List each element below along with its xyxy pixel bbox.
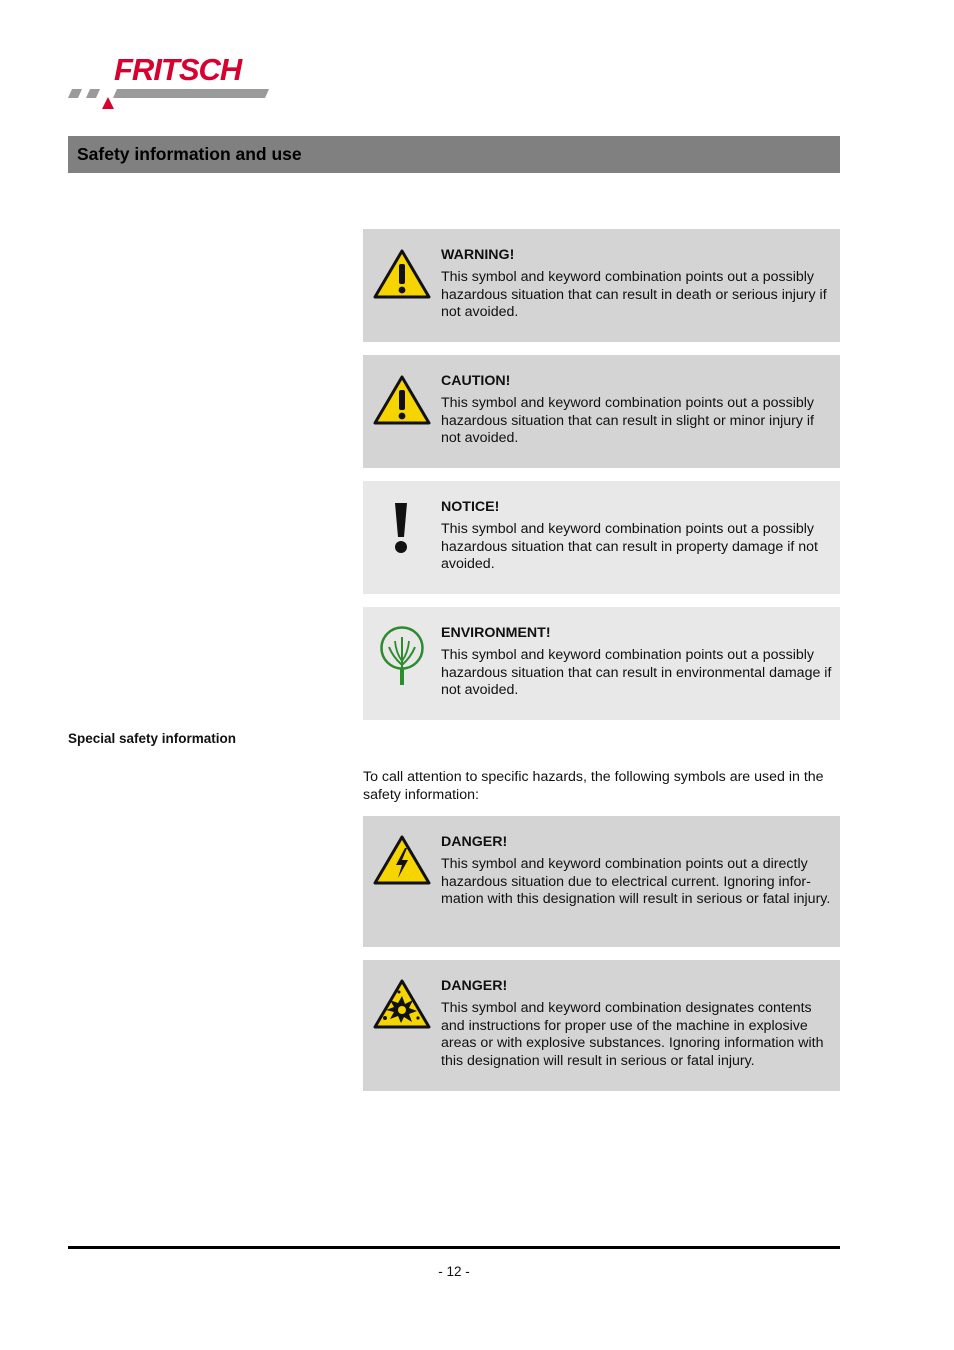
exclamation-mark-icon xyxy=(389,501,413,555)
notice-keyword: DANGER! xyxy=(441,978,508,994)
notice-text: This symbol and keyword combination points out a possibly hazardous situation that can result in environmental damage if not avoided. xyxy=(441,646,832,699)
notice-keyword: ENVIRONMENT! xyxy=(441,625,551,641)
notice-text: This symbol and keyword combination points out a possibly hazardous situation that can result in slight or minor injury if not avoided. xyxy=(441,394,815,447)
notice-keyword: WARNING! xyxy=(441,247,515,263)
electrical-hazard-icon xyxy=(372,834,432,886)
notice-text: This symbol and keyword combination points out a possibly hazardous situation that can result in death or serious injury if not avoided. xyxy=(441,268,827,321)
danger-electrical-notice xyxy=(363,816,840,947)
tree-icon xyxy=(379,625,425,687)
notice-text: This symbol and keyword combination points out a possibly hazardous situation that can result in property damage if not avoided. xyxy=(441,520,818,573)
notice-keyword: DANGER! xyxy=(441,834,508,850)
notice-notice xyxy=(363,481,840,594)
section-heading-bar xyxy=(68,136,840,173)
notice-text: This symbol and keyword combination designates contents and instructions for proper use of the machine in explosive areas or with explosive substances. Ignoring information with this designation will result in serious or fatal injury. xyxy=(441,999,824,1070)
notice-keyword: CAUTION! xyxy=(441,373,511,389)
footer-divider xyxy=(68,1246,840,1249)
caution-notice xyxy=(363,355,840,468)
page-number: - 12 - xyxy=(438,1264,470,1279)
logo-text: FRITSCH xyxy=(114,52,242,87)
environment-notice xyxy=(363,607,840,720)
fritsch-logo xyxy=(68,52,283,112)
notice-text: This symbol and keyword combination points out a directly hazardous situation due to electrical current. Ignoring infor-mation with this designation will result in serious or fatal injury. xyxy=(441,855,831,908)
explosive-hazard-icon xyxy=(372,978,432,1030)
caution-exclamation-icon xyxy=(372,374,432,426)
warning-exclamation-icon xyxy=(372,248,432,300)
notice-keyword: NOTICE! xyxy=(441,499,500,515)
section-title: Safety information and use xyxy=(77,144,302,164)
special-safety-intro: To call attention to specific hazards, the following symbols are used in the safety information: xyxy=(363,769,824,803)
danger-explosive-notice xyxy=(363,960,840,1091)
warning-notice xyxy=(363,229,840,342)
special-safety-heading: Special safety information xyxy=(68,731,237,746)
